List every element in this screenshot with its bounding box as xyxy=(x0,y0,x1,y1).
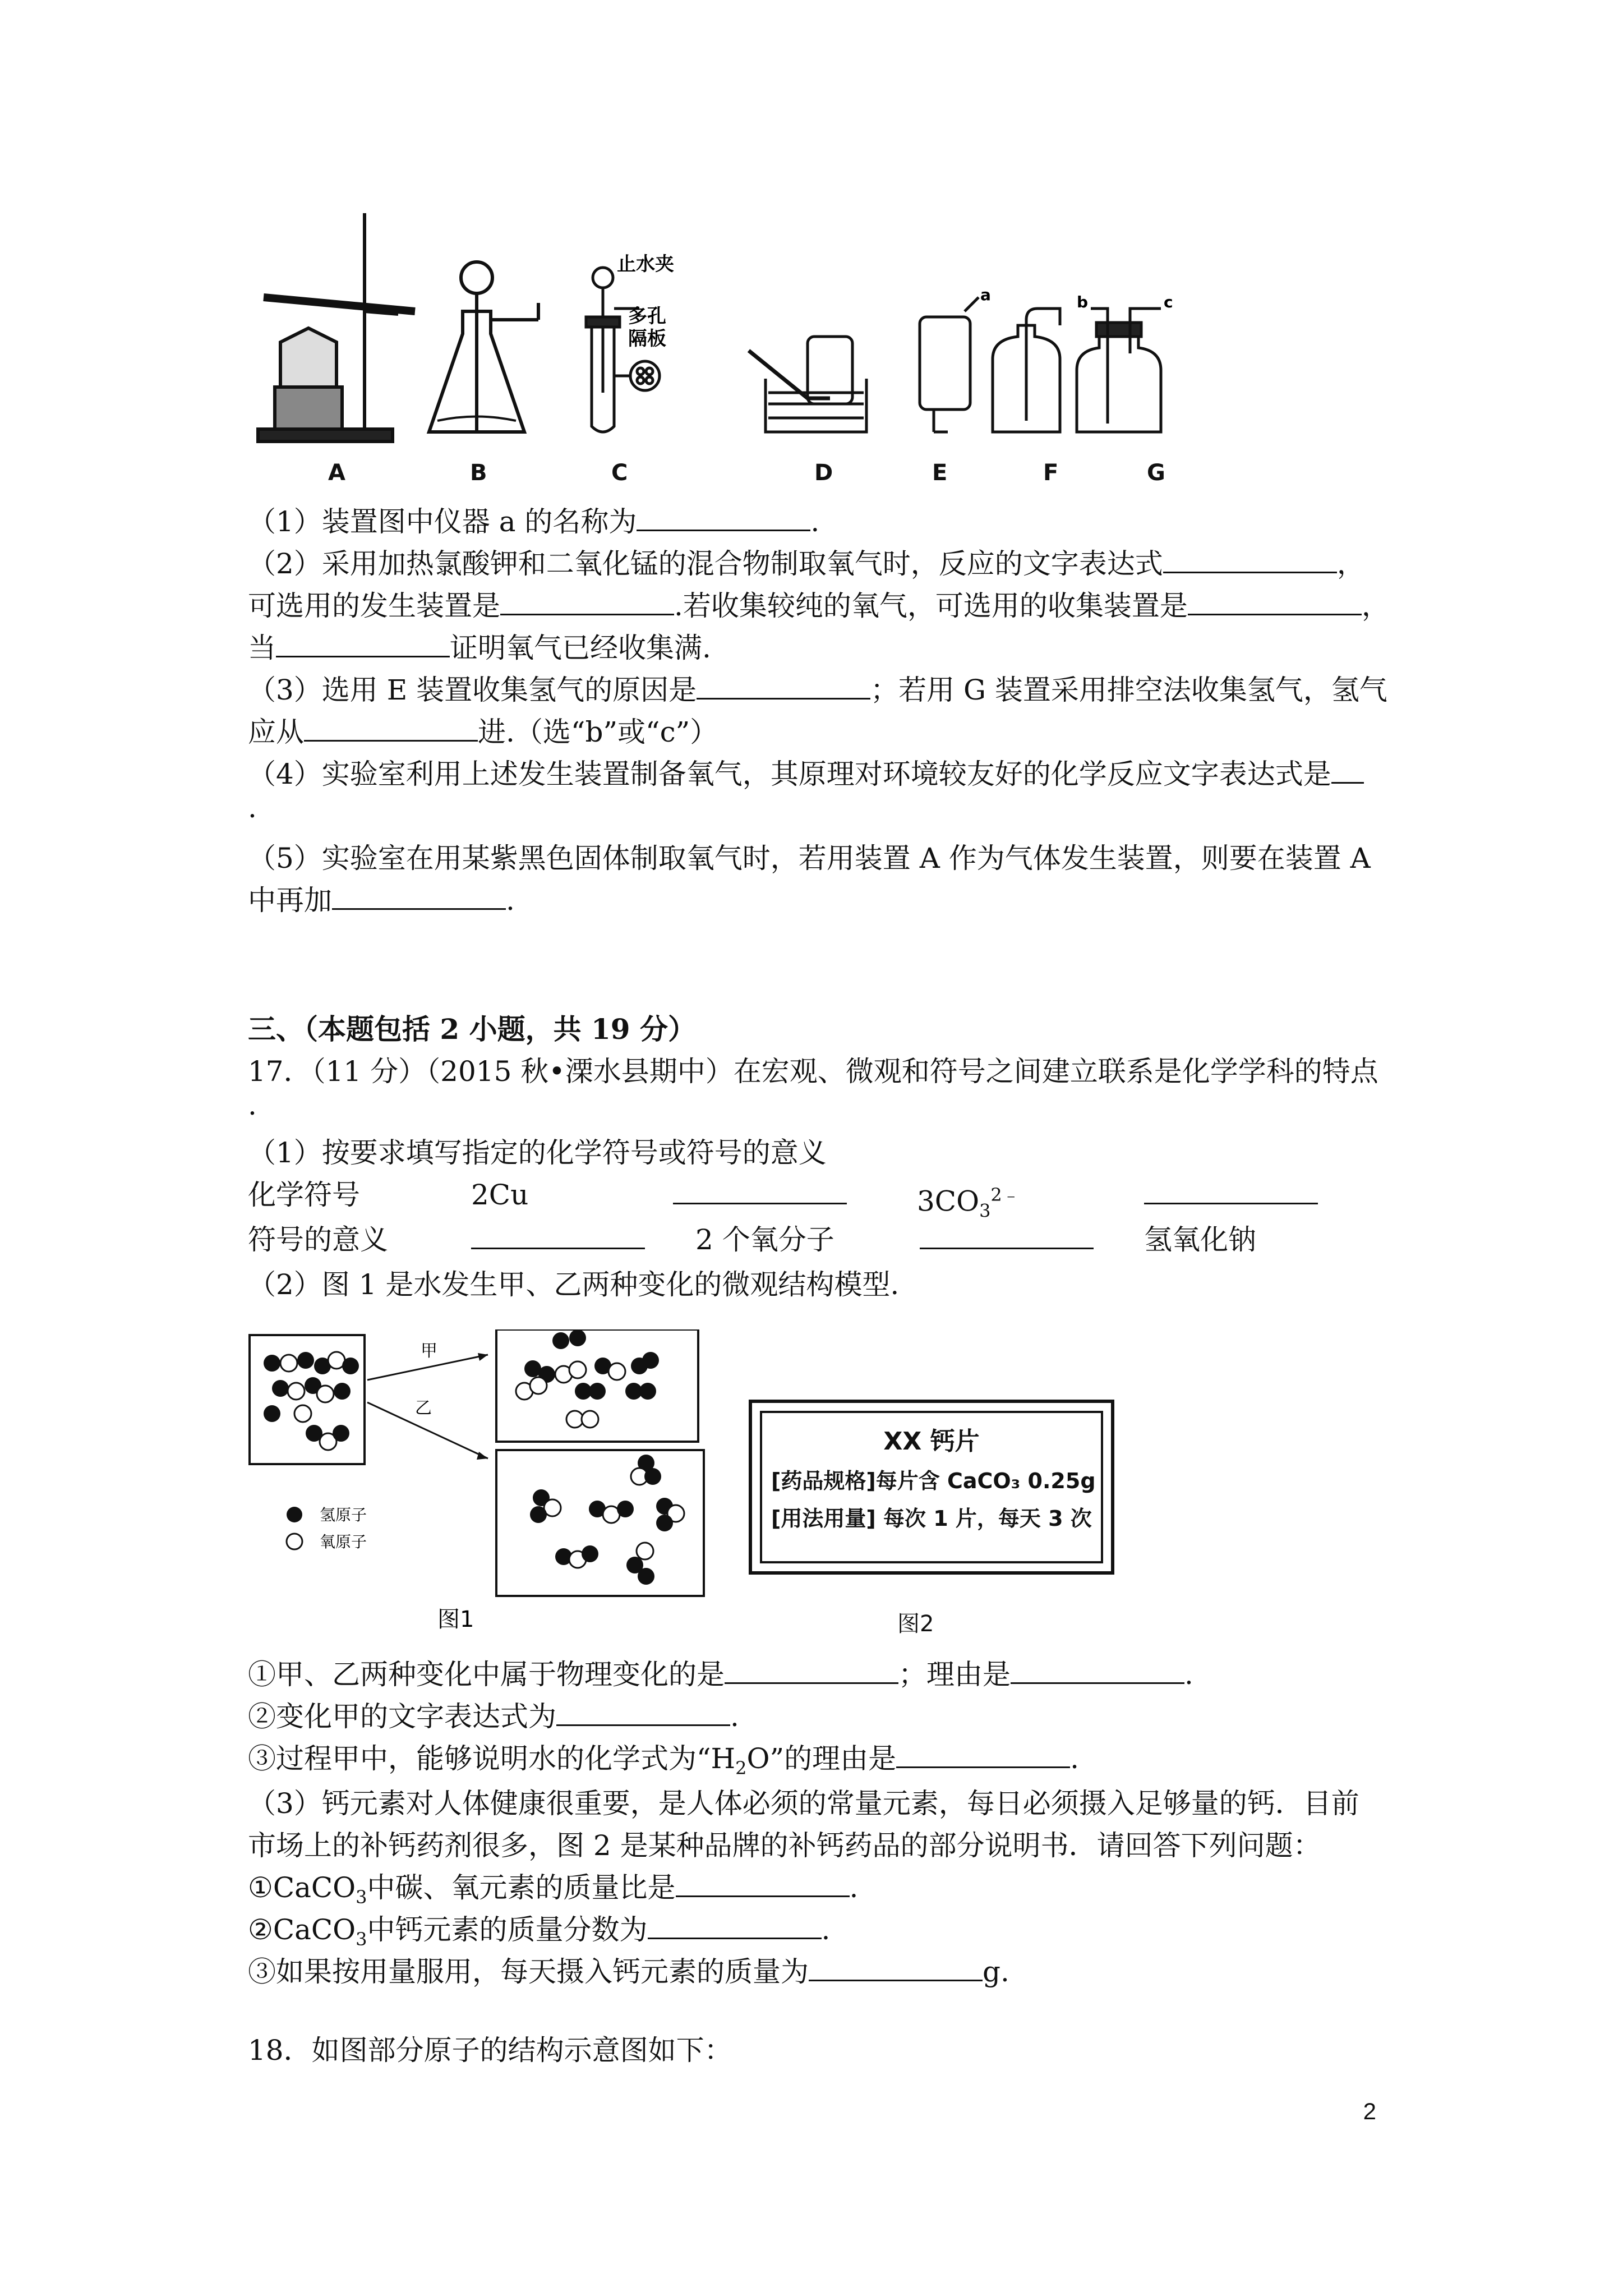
symbol-table-row1-c3: $3CO_3^{2﹣}$ xyxy=(917,1184,1020,1222)
symbol-table-row1-c2 xyxy=(673,1175,847,1214)
apparatus-label-e: E xyxy=(932,460,948,486)
answer-blank[interactable] xyxy=(332,882,506,910)
answer-blank[interactable] xyxy=(1163,546,1337,573)
apparatus-g-label-b: b xyxy=(1077,293,1089,311)
answer-blank[interactable] xyxy=(1188,588,1362,615)
answer-blank[interactable] xyxy=(304,714,478,742)
symbol-table-row1-c4 xyxy=(1144,1175,1318,1214)
answer-blank[interactable] xyxy=(896,1741,1070,1768)
q16-part3-line1: （3）选用 E 装置收集氢气的原因是 ；若用 G 装置采用排空法收集氢气，氢气 xyxy=(248,670,1387,710)
answer-blank[interactable] xyxy=(725,1657,898,1684)
box-jia-molecules xyxy=(516,1329,659,1428)
q16-part2-line2: 可选用的发生装置是 .若收集较纯的氧气，可选用的收集装置是 ， xyxy=(248,586,1390,625)
answer-blank[interactable] xyxy=(1331,756,1364,784)
answer-blank[interactable] xyxy=(809,1954,983,1981)
apparatus-label-d: D xyxy=(814,460,833,486)
answer-blank[interactable] xyxy=(500,588,674,615)
section-3-heading: 三、（本题包括 2 小题，共 19 分） xyxy=(248,1013,696,1046)
figure-1-molecule-model xyxy=(247,1329,751,1632)
arrow-label-yi: 乙 xyxy=(415,1398,432,1418)
apparatus-f xyxy=(993,309,1060,432)
symbol-table-row2-c2: 2 个氧分子 xyxy=(695,1223,834,1256)
answer-blank[interactable] xyxy=(637,504,810,531)
legend-oxygen: 氧原子 xyxy=(320,1533,367,1551)
q17-intro-end: . xyxy=(248,1089,257,1121)
symbol-table-row2-head: 符号的意义 xyxy=(248,1223,388,1256)
q18-intro: 18．如图部分原子的结构示意图如下： xyxy=(248,2034,732,2067)
symbol-table-row1-c1: 2Cu xyxy=(471,1179,529,1211)
q17-calc2: ②CaCO$_3$中钙元素的质量分数为 . xyxy=(248,1910,830,1959)
legend-hydrogen: 氢原子 xyxy=(320,1506,367,1524)
q16-part2-line1: （2）采用加热氯酸钾和二氧化锰的混合物制取氧气时，反应的文字表达式 ， xyxy=(248,544,1365,583)
apparatus-c-label-3: 隔板 xyxy=(628,328,666,350)
apparatus-label-g: G xyxy=(1147,460,1165,486)
q17-sub2: ②变化甲的文字表达式为 . xyxy=(248,1697,739,1736)
page-number: 2 xyxy=(1363,2098,1376,2124)
apparatus-b xyxy=(429,262,538,432)
figure-1-caption: 图1 xyxy=(437,1607,474,1632)
q16-part5-line1: （5）实验室在用某紫黑色固体制取氧气时，若用装置 A 作为气体发生装置，则要在装置 A xyxy=(248,842,1371,875)
apparatus-g-label-c: c xyxy=(1164,293,1173,311)
answer-blank[interactable] xyxy=(276,630,450,657)
q17-part3-line2: 市场上的补钙药剂很多，图 2 是某种品牌的补钙药品的部分说明书．请回答下列问题： xyxy=(248,1829,1321,1862)
answer-blank[interactable] xyxy=(471,1222,645,1249)
q17-part1: （1）按要求填写指定的化学符号或符号的意义 xyxy=(248,1137,827,1169)
q16-part5-line2: 中再加 . xyxy=(248,881,515,920)
apparatus-e xyxy=(920,297,979,432)
symbol-table-row2-c3 xyxy=(920,1220,1094,1259)
arrow-label-jia: 甲 xyxy=(421,1341,437,1361)
q17-part3-line1: （3）钙元素对人体健康很重要，是人体必须的常量元素，每日必须摄入足够量的钙．目前 xyxy=(248,1787,1359,1820)
answer-blank[interactable] xyxy=(1011,1657,1184,1684)
apparatus-a xyxy=(258,213,415,441)
symbol-table-row1-head: 化学符号 xyxy=(248,1179,360,1211)
answer-blank[interactable] xyxy=(673,1177,847,1204)
q16-part3-line2: 应从 进.（选“b”或“c”） xyxy=(248,712,718,752)
answer-blank[interactable] xyxy=(697,672,870,700)
card-usage: [用法用量] 每次 1 片，每天 3 次 xyxy=(771,1506,1092,1531)
answer-blank[interactable] xyxy=(1144,1177,1318,1204)
symbol-table-row2-c4: 氢氧化钠 xyxy=(1144,1223,1256,1256)
q16-part4-line2: . xyxy=(248,792,257,824)
apparatus-label-c: C xyxy=(611,460,628,486)
q17-sub1: ①甲、乙两种变化中属于物理变化的是 ；理由是 . xyxy=(248,1655,1193,1694)
apparatus-figure xyxy=(241,208,1228,488)
apparatus-c-label-2: 多孔 xyxy=(628,305,666,328)
apparatus-c-label-1: 止水夹 xyxy=(617,253,674,275)
answer-blank[interactable] xyxy=(556,1699,730,1726)
answer-blank[interactable] xyxy=(648,1912,822,1939)
q16-part2-line3: 当 证明氧气已经收集满. xyxy=(248,628,711,668)
card-title: XX 钙片 xyxy=(883,1427,980,1456)
card-spec: [药品规格]每片含 CaCO₃ 0.25g xyxy=(771,1469,1096,1493)
apparatus-label-a: A xyxy=(328,460,345,486)
q17-calc1: ①CaCO$_3$中碳、氧元素的质量比是 . xyxy=(248,1868,858,1917)
apparatus-g xyxy=(1077,309,1161,432)
apparatus-e-label: a xyxy=(980,286,991,304)
symbol-table-row2-c1 xyxy=(471,1220,645,1259)
answer-blank[interactable] xyxy=(676,1870,850,1897)
q17-part2: （2）图 1 是水发生甲、乙两种变化的微观结构模型. xyxy=(248,1268,900,1301)
figure-2-caption: 图2 xyxy=(897,1611,934,1637)
q17-sub3: ③过程甲中，能够说明水的化学式为“$H_2O$”的理由是 . xyxy=(248,1739,1079,1788)
apparatus-label-f: F xyxy=(1043,460,1059,486)
apparatus-d xyxy=(749,337,866,432)
box-left-molecules xyxy=(264,1352,359,1450)
box-yi-molecules xyxy=(530,1455,684,1585)
q16-part1: （1）装置图中仪器 a 的名称为 . xyxy=(248,502,819,541)
apparatus-label-b: B xyxy=(470,460,487,486)
q16-part4-line1: （4）实验室利用上述发生装置制备氧气，其原理对环境较友好的化学反应文字表达式是 xyxy=(248,754,1364,794)
answer-blank[interactable] xyxy=(920,1222,1094,1249)
figure-2-label-card xyxy=(749,1400,1114,1575)
q17-calc3: ③如果按用量服用，每天摄入钙元素的质量为 g. xyxy=(248,1952,1009,1991)
q17-intro: 17．（11 分）（2015 秋•溧水县期中）在宏观、微观和符号之间建立联系是化学学科的特点 xyxy=(248,1055,1378,1088)
